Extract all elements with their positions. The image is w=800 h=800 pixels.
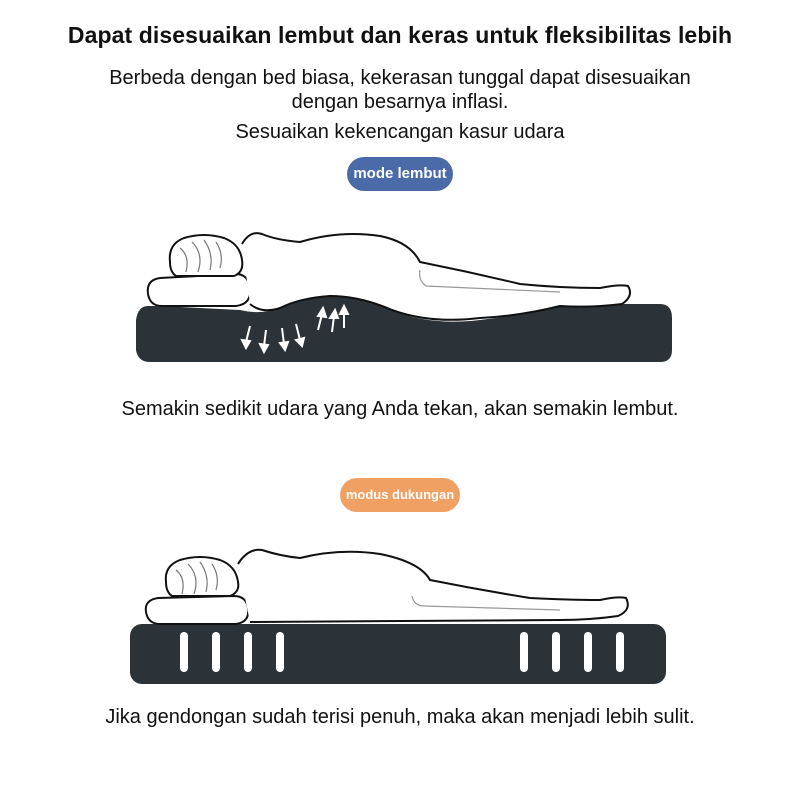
soft-mode-badge: mode lembut [347,157,453,191]
pillow [146,596,249,624]
support-mode-illustration [0,540,800,690]
support-mode-badge: modus dukungan [340,478,460,512]
head [170,235,243,276]
subtitle-line-3: Sesuaikan kekencangan kasur udara [235,121,565,143]
subtitle-line-2: dengan besarnya inflasi. [291,91,509,113]
page-title: Dapat disesuaikan lembut dan keras untuk fleksibilitas lebih [67,22,733,48]
pillow [148,274,250,306]
soft-mode-caption: Semakin sedikit udara yang Anda tekan, akan semakin lembut. [121,398,679,420]
subtitle-text [0,66,800,114]
subtitle-line-1: Berbeda dengan bed biasa, kekerasan tunggal dapat disesuaikan [109,67,691,89]
support-mode-caption: Jika gendongan sudah terisi penuh, maka akan menjadi lebih sulit. [105,706,695,728]
soft-mode-illustration [0,200,800,420]
head [166,557,239,596]
body-outline [238,550,628,622]
